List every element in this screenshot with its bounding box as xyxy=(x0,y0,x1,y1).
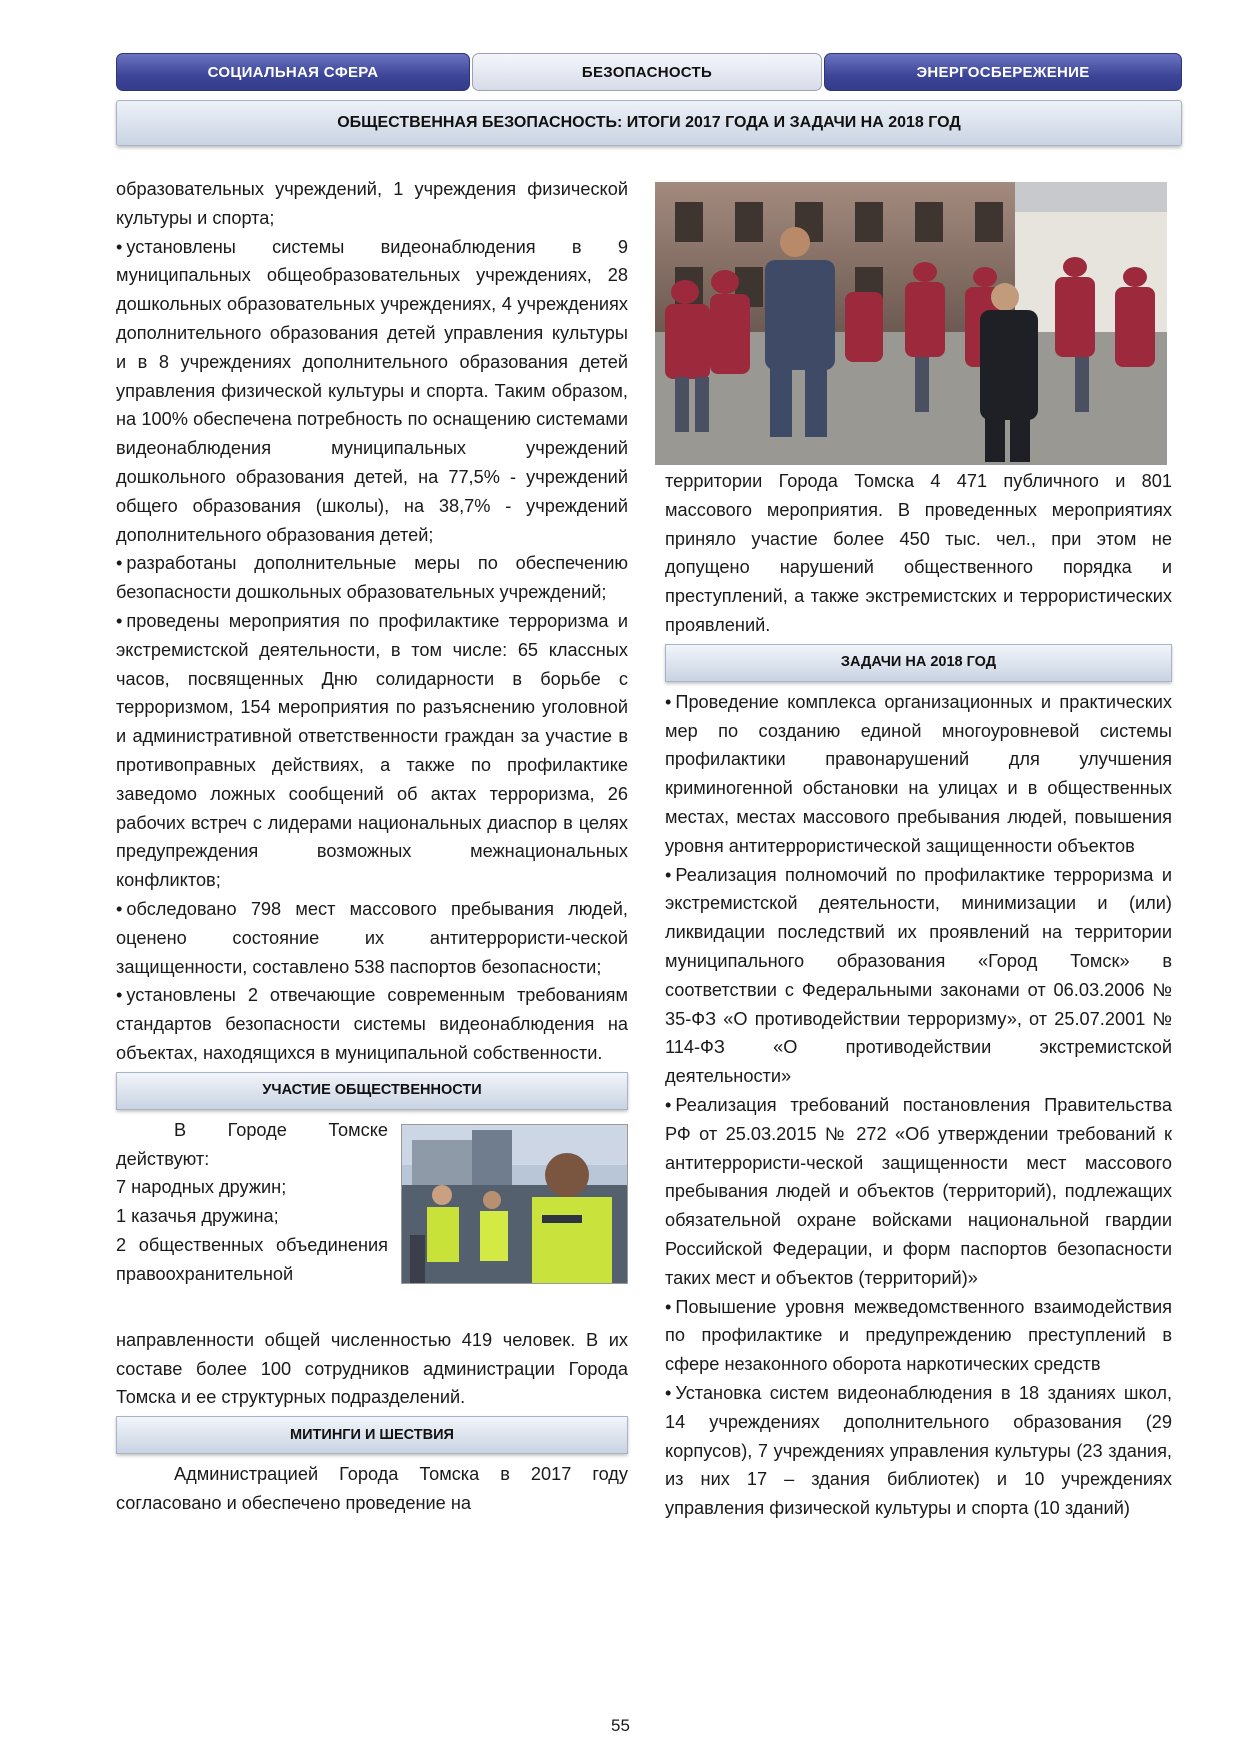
left-paragraph-0: образовательных учреждений, 1 учреждения физической культуры и спорта; xyxy=(116,179,628,228)
right-intro: территории Города Томска 4 471 публичного и 801 массового мероприятия. В проведенных мероприятиях приняло участие более 450 тыс. чел., при этом не допущено нарушений общественного порядка и преступлений, а также экстремистских и террористических проявлений. xyxy=(665,471,1172,635)
march-photo xyxy=(655,182,1167,465)
left-bullet-inspection: • обследовано 798 мест массового пребывания людей, оценено состояние их антитеррористи-ческой защищенности, составлено 538 паспортов безопасности; xyxy=(116,895,628,981)
public-intro: В Городе Томске действуют: xyxy=(116,1119,388,1169)
public-block xyxy=(116,1116,628,1326)
tab-social-sphere[interactable]: СОЦИАЛЬНАЯ СФЕРА xyxy=(116,53,470,91)
left-column xyxy=(116,175,628,1518)
public-item-2: 1 казачья дружина; xyxy=(116,1206,279,1227)
left-bullet-video-systems: • установлены 2 отвечающие современным требованиям стандартов безопасности системы видеонаблюдения на объектах, находящихся в муниципальной собственности. xyxy=(116,981,628,1067)
section-heading-tasks: ЗАДАЧИ НА 2018 ГОД xyxy=(665,644,1172,682)
task-item-2: • Реализация полномочий по профилактике терроризма и экстремистской деятельности, минимизации и (или) ликвидации последствий их проявлений на территории муниципального образования «Город Томск» в соответствии с Федеральными законами от 06.03.2006 № 35-ФЗ «О противодействии терроризму», от 25.07.2001 № 114-ФЗ «О противодействии экстремистской деятельности» xyxy=(665,861,1172,1091)
section-heading-rallies: МИТИНГИ И ШЕСТВИЯ xyxy=(116,1416,628,1454)
public-continuation: направленности общей численностью 419 человек. В их составе более 100 сотрудников администрации Города Томска и ее структурных подразделений. xyxy=(116,1329,628,1408)
task-item-4: • Повышение уровня межведомственного взаимодействия по профилактике и предупреждению преступлений в сфере незаконного оборота наркотических средств xyxy=(665,1293,1172,1379)
task-item-1: • Проведение комплекса организационных и практических мер по созданию единой многоуровневой системы профилактики правонарушений для улучшения криминогенной обстановки на улицах и в общественных местах, местах массового пребывания людей, повышения уровня антитеррористической защищенности объектов xyxy=(665,688,1172,861)
tab-security[interactable]: БЕЗОПАСНОСТЬ xyxy=(472,53,822,91)
page-title: ОБЩЕСТВЕННАЯ БЕЗОПАСНОСТЬ: ИТОГИ 2017 ГОДА И ЗАДАЧИ НА 2018 ГОД xyxy=(116,100,1182,146)
volunteers-photo xyxy=(401,1124,628,1284)
task-item-3: • Реализация требований постановления Правительства РФ от 25.03.2015 № 272 «Об утверждении требований к антитеррористи-ческой защищенности мест массового пребывания людей и объектов (территорий), подлежащих обязательной охране войсками национальной гвардии Российской Федерации, и форм паспортов безопасности таких мест и объектов (территорий)» xyxy=(665,1091,1172,1293)
left-bullet-measures: • разработаны дополнительные меры по обеспечению безопасности дошкольных образовательных учреждений; xyxy=(116,549,628,607)
page-number: 55 xyxy=(611,1716,630,1735)
left-bullet-events: • проведены мероприятия по профилактике терроризма и экстремистской деятельности, в том числе: 65 классных часов, посвященных Дню солидарности в борьбе с терроризмом, 154 мероприятия по разъяснению уголовной и административной ответственности граждан за участие в противоправных действиях, а также по профилактике заведомо ложных сообщений об актах терроризма, 26 рабочих встреч с лидерами национальных диаспор в целях предупреждения возможных межнациональных конфликтов; xyxy=(116,607,628,895)
rallies-text: Администрацией Города Томска в 2017 году согласовано и обеспечено проведение на xyxy=(116,1464,628,1513)
public-item-1: 7 народных дружин; xyxy=(116,1177,287,1198)
task-item-5: • Установка систем видеонаблюдения в 18 зданиях школ, 14 учреждениях дополнительного образования (29 корпусов), 7 учреждениях управления культуры (23 здания, из них 17 – здания библиотек) и 10 учреждениях управления физической культуры и спорта (10 зданий) xyxy=(665,1379,1172,1523)
tab-energy-saving[interactable]: ЭНЕРГОСБЕРЕЖЕНИЕ xyxy=(824,53,1182,91)
left-bullet-cameras: • установлены системы видеонаблюдения в 9 муниципальных общеобразовательных учреждениях, 28 дошкольных образовательных учреждениях, 4 учреждениях дополнительного образования детей управления культуры и в 8 учреждениях дополнительного образования детей управления физической культуры и спорта. Таким образом, на 100% обеспечена потребность по оснащению системами видеонаблюдения муниципальных учреждений дошкольного образования детей, на 77,5% - учреждений общего образования (школы), на 38,7% - учреждений дополнительного образования детей; xyxy=(116,233,628,550)
public-item-3: 2 общественных объединения правоохранительной xyxy=(116,1234,388,1284)
section-heading-public: УЧАСТИЕ ОБЩЕСТВЕННОСТИ xyxy=(116,1072,628,1110)
right-column xyxy=(665,467,1172,1523)
